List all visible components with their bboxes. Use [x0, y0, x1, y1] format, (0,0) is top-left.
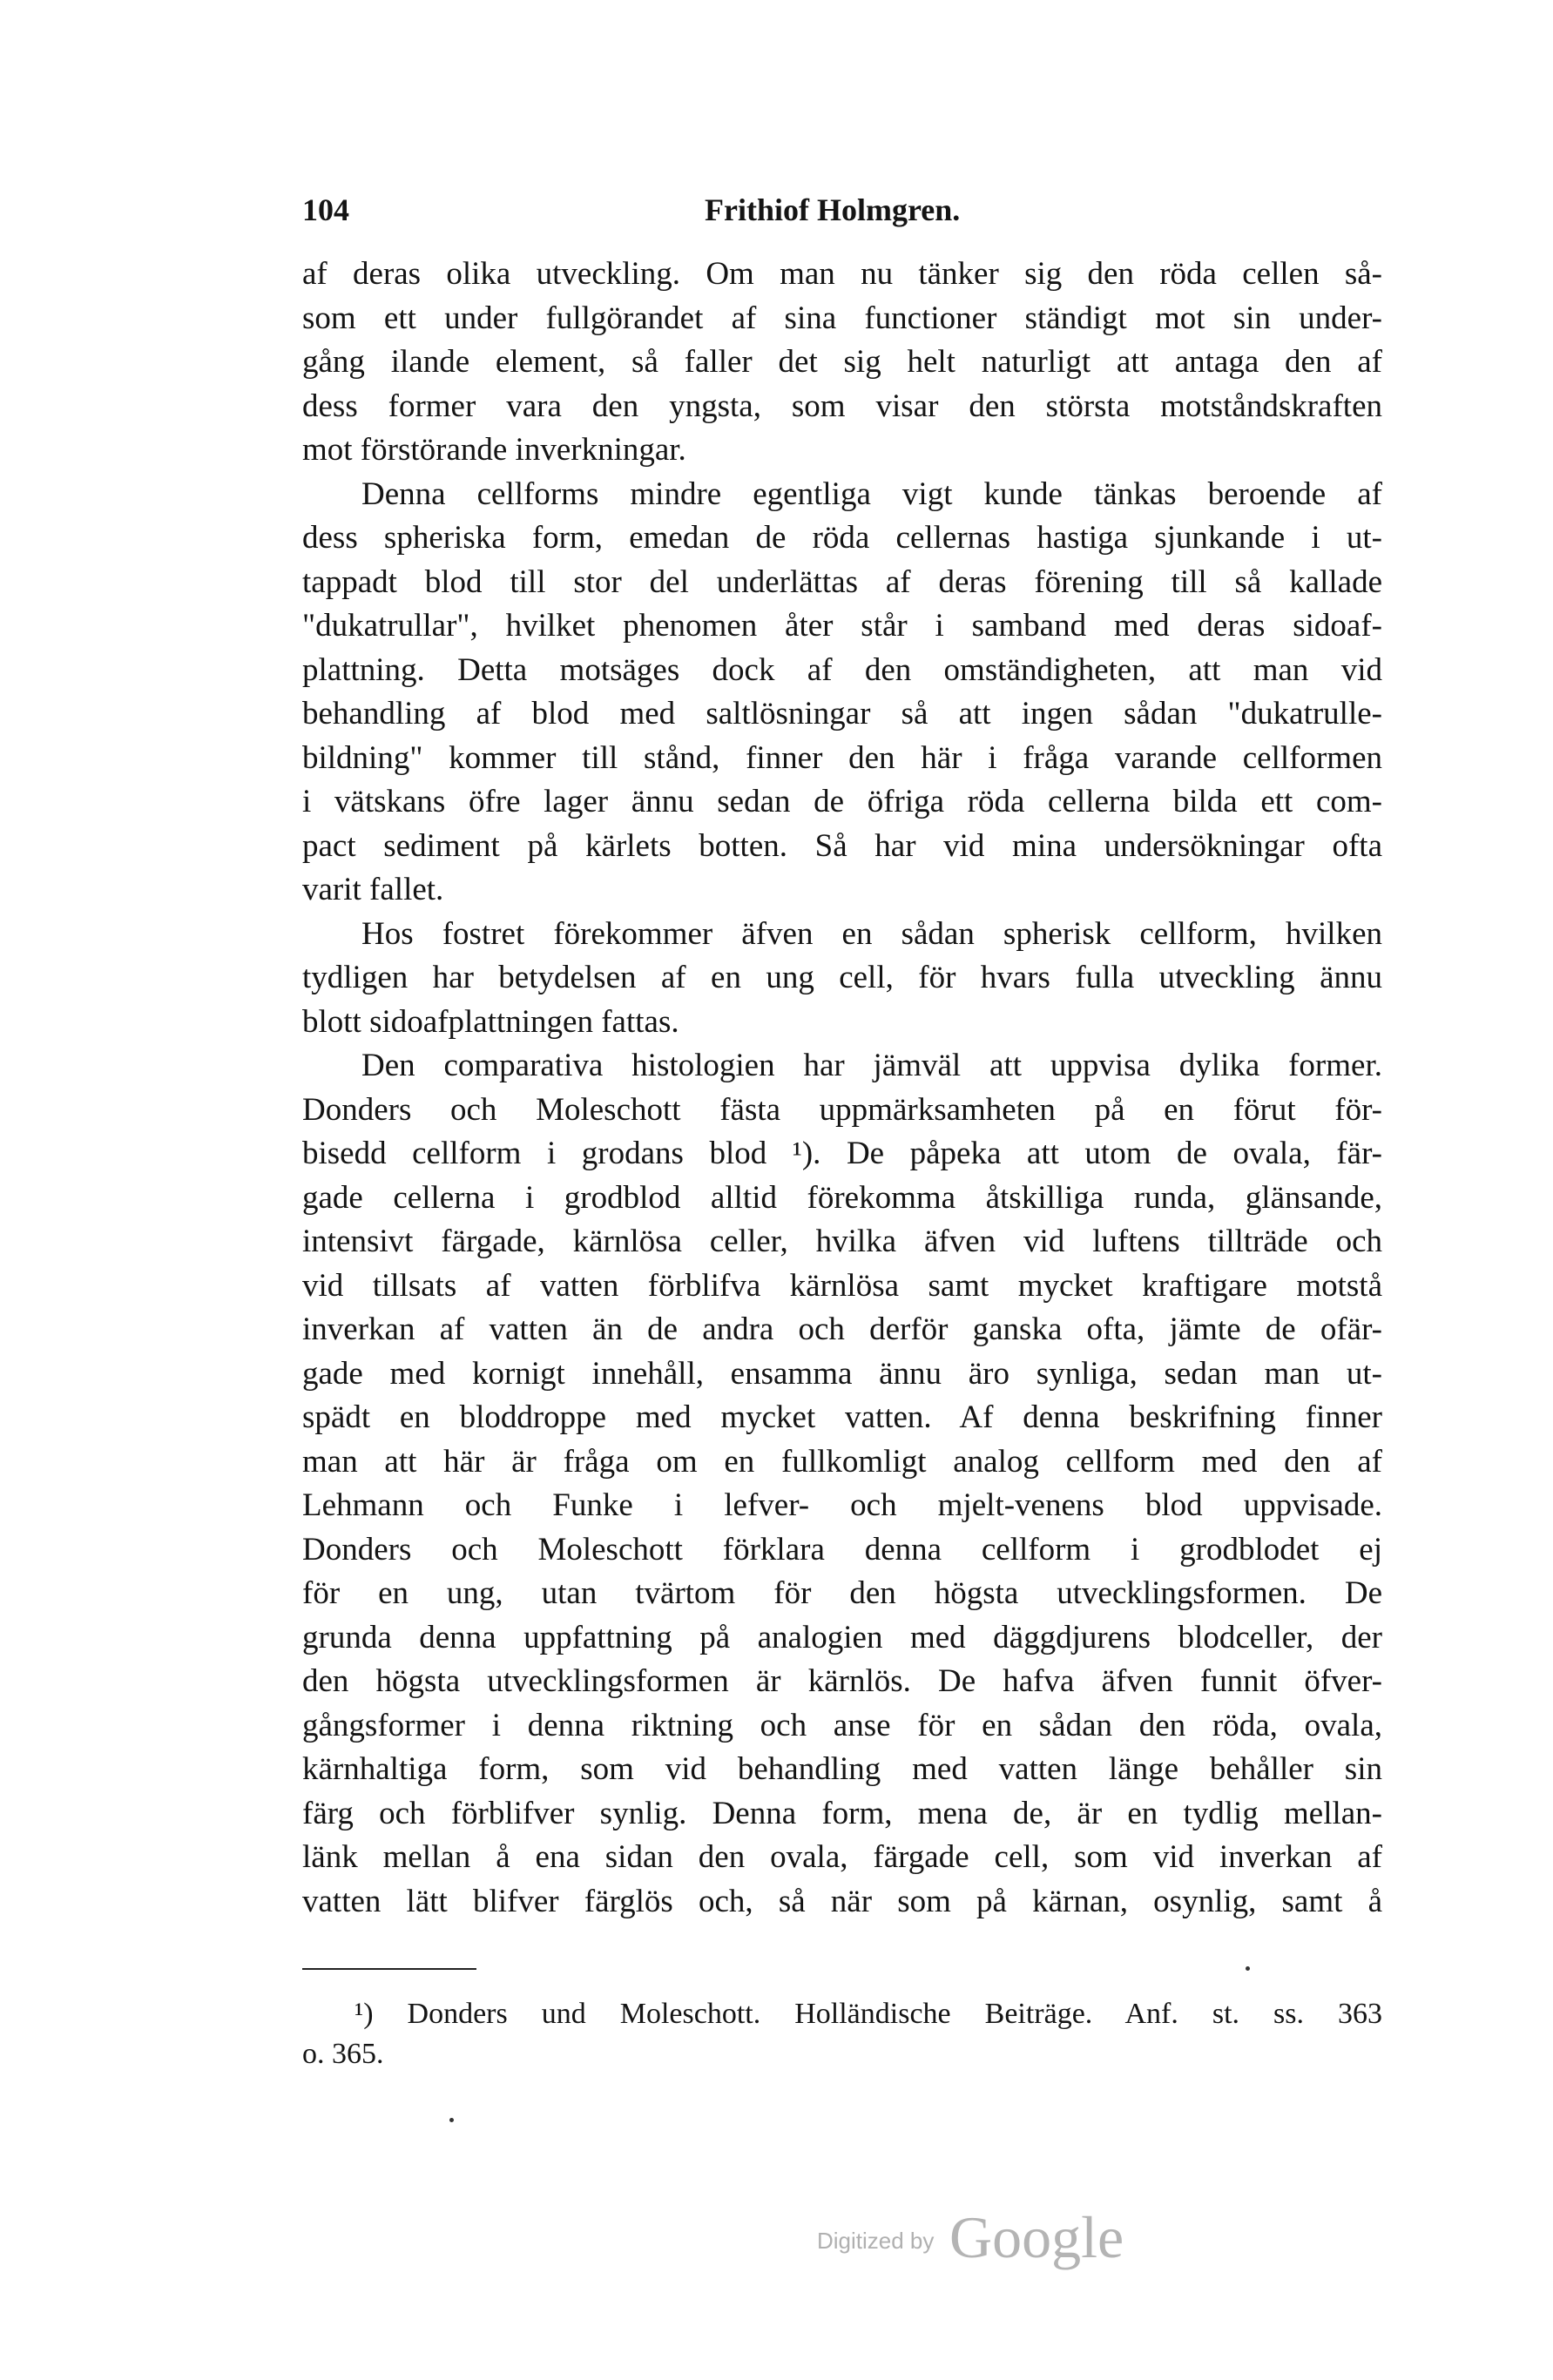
text-line: gång ilande element, så faller det sig helt naturligt att antaga den af — [302, 344, 1382, 380]
text-line: plattning. Detta motsäges dock af den omständigheten, att man vid — [302, 651, 1382, 688]
text-line: man att här är fråga om en fullkomligt analog cellform med den af — [302, 1443, 1382, 1480]
text-line: Den comparativa histologien har jämväl att uppvisa dylika former. — [361, 1048, 1382, 1083]
print-speck — [1246, 1966, 1250, 1971]
text-line: länk mellan å ena sidan den ovala, färgade cell, som vid inverkan af — [302, 1839, 1382, 1875]
digitized-by-google-watermark — [817, 2203, 1131, 2273]
text-line: grunda denna uppfattning på analogien med däggdjurens blodceller, der — [302, 1619, 1382, 1655]
text-line: Donders och Moleschott förklara denna cellform i grodblodet ej — [302, 1531, 1382, 1568]
print-speck — [449, 2118, 454, 2122]
text-line: gångsformer i denna riktning och anse för en sådan den röda, ovala, — [302, 1707, 1382, 1743]
text-line: mot förstörande inverkningar. — [302, 432, 686, 468]
text-line: bisedd cellform i grodans blod ¹). De påpeka att utom de ovala, fär- — [302, 1136, 1382, 1171]
text-line: färg och förblifver synlig. Denna form, mena de, är en tydlig mellan- — [302, 1795, 1382, 1831]
text-line: för en ung, utan tvärtom för den högsta utvecklingsformen. De — [302, 1575, 1382, 1611]
text-line: af deras olika utveckling. Om man nu tänker sig den röda cellen så- — [302, 256, 1382, 292]
text-line: gade med kornigt innehåll, ensamma ännu äro synliga, sedan man ut- — [302, 1355, 1382, 1392]
text-line: den högsta utvecklingsformen är kärnlös. De hafva äfven funnit öfver- — [302, 1663, 1382, 1699]
footnote — [302, 1994, 1382, 2074]
running-header — [302, 185, 1382, 237]
text-line: dess former vara den yngsta, som visar den största motståndskraften — [302, 388, 1382, 424]
text-line: spädt en bloddroppe med mycket vatten. Af denna beskrifning finner — [302, 1399, 1382, 1435]
text-line: intensivt färgade, kärnlösa celler, hvilka äfven vid luftens tillträde och — [302, 1224, 1382, 1259]
watermark-prefix: Digitized by — [817, 2228, 935, 2254]
footnote-rule — [302, 1968, 476, 1970]
text-line: vatten lätt blifver färglös och, så när som på kärnan, osynlig, samt å — [302, 1883, 1382, 1919]
text-line: blott sidoafplattningen fattas. — [302, 1003, 679, 1040]
footnote-line: ¹) Donders und Moleschott. Holländische Beiträge. Anf. st. ss. 363 — [354, 1998, 1382, 2030]
text-line: Denna cellforms mindre egentliga vigt kunde tänkas beroende af — [361, 475, 1382, 512]
text-line: tydligen har betydelsen af en ung cell, för hvars fulla utveckling ännu — [302, 960, 1382, 995]
text-line: "dukatrullar", hvilket phenomen åter står i samband med deras sidoaf- — [302, 608, 1382, 644]
text-line: Lehmann och Funke i lefver- och mjelt-venens blod uppvisade. — [302, 1487, 1382, 1523]
body-text — [302, 253, 1382, 1924]
text-line: Donders och Moleschott fästa uppmärksamheten på en förut för- — [302, 1091, 1382, 1128]
text-line: behandling af blod med saltlösningar så att ingen sådan "dukatrulle- — [302, 696, 1382, 732]
text-line: dess spheriska form, emedan de röda cellernas hastiga sjunkande i ut- — [302, 520, 1382, 556]
page-number: 104 — [302, 192, 349, 227]
text-line: vid tillsats af vatten förblifva kärnlösa samt mycket kraftigare motstå — [302, 1267, 1382, 1304]
text-line: gade cellerna i grodblod alltid förekomma åtskilliga runda, glänsande, — [302, 1179, 1382, 1216]
text-line: som ett under fullgörandet af sina functioner ständigt mot sin under- — [302, 300, 1382, 336]
google-logo: Google — [949, 2204, 1124, 2270]
footnote-line: o. 365. — [302, 2038, 384, 2070]
text-line: Hos fostret förekommer äfven en sådan spherisk cellform, hvilken — [361, 915, 1382, 952]
text-line: pact sediment på kärlets botten. Så har vid mina undersökningar ofta — [302, 827, 1382, 864]
text-line: bildning" kommer till stånd, finner den här i fråga varande cellformen — [302, 739, 1382, 776]
text-line: varit fallet. — [302, 872, 444, 907]
running-title: Frithiof Holmgren. — [705, 192, 961, 227]
text-line: inverkan af vatten än de andra och derför ganska ofta, jämte de ofär- — [302, 1311, 1382, 1347]
text-line: tappadt blod till stor del underlättas af deras förening till så kallade — [302, 563, 1382, 600]
text-line: i vätskans öfre lager ännu sedan de öfriga röda cellerna bilda ett com- — [302, 784, 1382, 819]
text-line: kärnhaltiga form, som vid behandling med vatten länge behåller sin — [302, 1751, 1382, 1787]
